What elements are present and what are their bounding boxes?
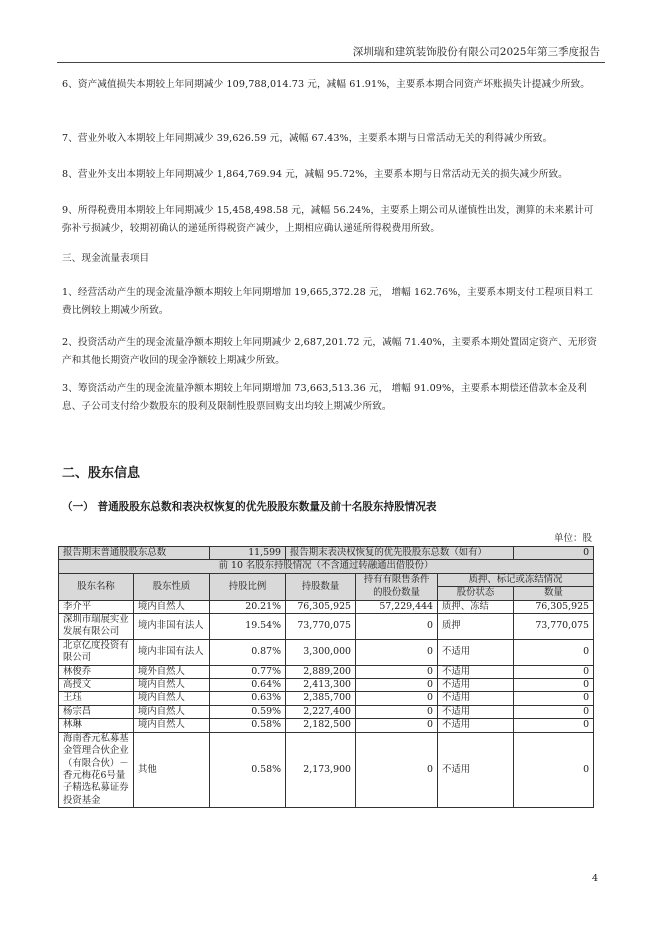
holder-restricted: 0 [356, 719, 438, 732]
holder-restricted: 57,229,444 [356, 600, 438, 613]
col-header-pledge-group: 质押、标记或冻结情况 [438, 573, 594, 586]
paragraph-non-operating-income: 7、营业外收入本期较上年同期减少 39,626.59 元，减幅 67.43%，主要系本期与日常活动无关的利得减少所致。 [62, 133, 553, 144]
table-row [59, 679, 594, 692]
holder-nature: 境内非国有法人 [134, 639, 210, 665]
holder-ratio: 0.63% [210, 692, 286, 705]
holder-nature: 境内自然人 [134, 679, 210, 692]
holder-pledge-status: 不适用 [438, 679, 514, 692]
col-header-pledge-qty: 数量 [514, 587, 594, 600]
table-row [59, 600, 594, 613]
holder-name: 杨宗昌 [59, 705, 134, 718]
holder-pledge-status: 不适用 [438, 732, 514, 807]
top10-caption-row [59, 560, 594, 573]
holder-ratio: 0.64% [210, 679, 286, 692]
shareholders-table [58, 546, 594, 808]
table-row [59, 692, 594, 705]
preferred-holders-value: 0 [514, 547, 594, 560]
paragraph-operating-cash-flow: 1、经营活动产生的现金流量净额本期较上年同期增加 19,665,372.28 元， 增幅 162.76%，主要系本期支付工程项目料工费比例较上期减少所致。 [62, 287, 594, 316]
col-header-nature: 股东性质 [134, 573, 210, 600]
holder-qty: 2,889,200 [286, 665, 356, 678]
holder-restricted: 0 [356, 705, 438, 718]
holder-qty: 2,173,900 [286, 732, 356, 807]
table-row [59, 665, 594, 678]
holder-pledge-status: 不适用 [438, 665, 514, 678]
common-holders-label: 报告期末普通股股东总数 [59, 547, 210, 560]
holder-pledge-qty: 0 [514, 732, 594, 807]
holder-pledge-qty: 76,305,925 [514, 600, 594, 613]
holder-pledge-qty: 0 [514, 665, 594, 678]
holder-qty: 2,413,300 [286, 679, 356, 692]
holder-qty: 3,300,000 [286, 639, 356, 665]
holder-nature: 境内自然人 [134, 600, 210, 613]
holder-nature: 境内自然人 [134, 692, 210, 705]
cash-flow-heading: 三、现金流量表项目 [62, 253, 150, 264]
holder-ratio: 0.87% [210, 639, 286, 665]
holder-restricted: 0 [356, 614, 438, 640]
holder-name: 海南香元私募基金管理合伙企业（有限合伙）－香元梅花6号量子精选私募证券投资基金 [59, 732, 134, 807]
holder-ratio: 0.58% [210, 732, 286, 807]
paragraph-financing-cash-flow: 3、筹资活动产生的现金流量净额本期较上年同期增加 73,663,513.36 元， 增幅 91.09%，主要系本期偿还借款本金及利息、子公司支付给少数股东的股利及限制性股票回购支出均较上期减少所致。 [62, 383, 587, 412]
summary-row [59, 547, 594, 560]
col-header-ratio: 持股比例 [210, 573, 286, 600]
holder-nature: 其他 [134, 732, 210, 807]
unit-note: 单位：股 [553, 533, 592, 544]
table-row [59, 614, 594, 640]
holder-qty: 2,385,700 [286, 692, 356, 705]
holder-restricted: 0 [356, 639, 438, 665]
header-divider [57, 62, 605, 63]
holder-qty: 2,227,400 [286, 705, 356, 718]
section-title-shareholders: 二、股东信息 [62, 466, 141, 481]
holder-pledge-status: 质押 [438, 614, 514, 640]
report-header-title: 深圳瑞和建筑装饰股份有限公司2025年第三季度报告 [352, 46, 600, 58]
holder-pledge-qty: 0 [514, 679, 594, 692]
holder-pledge-status: 不适用 [438, 719, 514, 732]
paragraph-non-operating-expense: 8、营业外支出本期较上年同期减少 1,864,769.94 元，减幅 95.72%，主要系本期与日常活动无关的损失减少所致。 [62, 169, 568, 180]
holder-restricted: 0 [356, 679, 438, 692]
common-holders-value: 11,599 [210, 547, 286, 560]
page-number: 4 [591, 873, 598, 884]
header-row-1 [59, 573, 594, 586]
holder-ratio: 0.77% [210, 665, 286, 678]
holder-pledge-qty: 0 [514, 705, 594, 718]
col-header-name: 股东名称 [59, 573, 134, 600]
holder-restricted: 0 [356, 665, 438, 678]
holder-name: 王珏 [59, 692, 134, 705]
section-subtitle: （一） 普通股股东总数和表决权恢复的优先股股东数量及前十名股东持股情况表 [62, 501, 437, 513]
holder-pledge-qty: 0 [514, 719, 594, 732]
holder-name: 深圳市瑞展实业发展有限公司 [59, 614, 134, 640]
holder-pledge-status: 不适用 [438, 705, 514, 718]
holder-name: 林俊乔 [59, 665, 134, 678]
holder-ratio: 20.21% [210, 600, 286, 613]
table-row [59, 719, 594, 732]
holder-pledge-status: 不适用 [438, 639, 514, 665]
holder-qty: 2,182,500 [286, 719, 356, 732]
preferred-holders-label: 报告期末表决权恢复的优先股股东总数（如有） [286, 547, 514, 560]
holder-pledge-status: 质押、冻结 [438, 600, 514, 613]
top10-caption: 前 10 名股东持股情况（不含通过转融通出借股份） [59, 560, 594, 573]
holder-ratio: 19.54% [210, 614, 286, 640]
col-header-qty: 持股数量 [286, 573, 356, 600]
table-row [59, 705, 594, 718]
holder-ratio: 0.59% [210, 705, 286, 718]
holder-nature: 境内自然人 [134, 705, 210, 718]
holder-pledge-status: 不适用 [438, 692, 514, 705]
holder-restricted: 0 [356, 692, 438, 705]
paragraph-investing-cash-flow: 2、投资活动产生的现金流量净额本期较上年同期减少 2,687,201.72 元，减幅 71.40%，主要系本期处置固定资产、无形资产和其他长期资产收回的现金净额较上期减少所致。 [62, 337, 597, 366]
col-header-pledge-status: 股份状态 [438, 587, 514, 600]
holder-nature: 境外自然人 [134, 665, 210, 678]
holder-restricted: 0 [356, 732, 438, 807]
holder-qty: 73,770,075 [286, 614, 356, 640]
paragraph-asset-impairment: 6、资产减值损失本期较上年同期减少 109,788,014.73 元，减幅 61.91%，主要系本期合同资产坏账损失计提减少所致。 [62, 79, 590, 90]
holder-pledge-qty: 0 [514, 692, 594, 705]
table-row [59, 639, 594, 665]
holder-name: 高授文 [59, 679, 134, 692]
holder-nature: 境内自然人 [134, 719, 210, 732]
holder-name: 李介平 [59, 600, 134, 613]
holder-qty: 76,305,925 [286, 600, 356, 613]
holder-pledge-qty: 0 [514, 639, 594, 665]
col-header-restricted: 持有有限售条件的股份数量 [356, 573, 438, 600]
holder-ratio: 0.58% [210, 719, 286, 732]
holder-nature: 境内非国有法人 [134, 614, 210, 640]
paragraph-income-tax: 9、所得税费用本期较上年同期减少 15,458,498.58 元，减幅 56.24%，主要系上期公司从谨慎性出发，测算的未来累计可弥补亏损减少，较期初确认的递延所得税资产减少，上期相应确认递延所得税费用所致。 [62, 205, 594, 234]
table-row [59, 732, 594, 807]
holder-pledge-qty: 73,770,075 [514, 614, 594, 640]
holder-name: 北京亿度投资有限公司 [59, 639, 134, 665]
holder-name: 林琳 [59, 719, 134, 732]
